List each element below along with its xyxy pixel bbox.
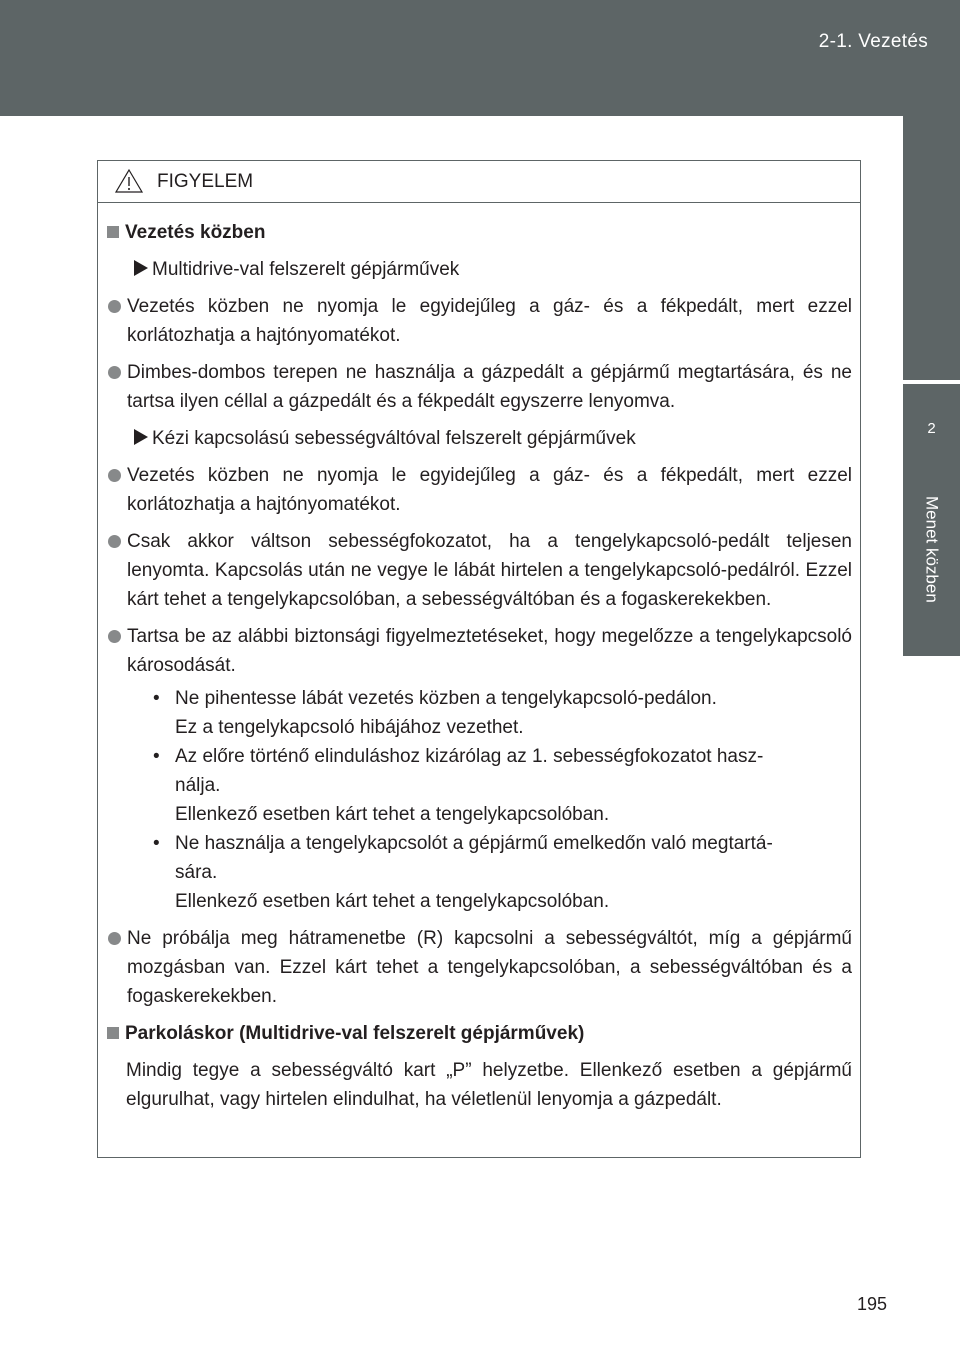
list-item [107, 622, 852, 680]
circle-bullet-icon [108, 630, 121, 643]
warning-triangle-icon [114, 168, 144, 194]
list-item [107, 292, 852, 350]
circle-bullet-icon [108, 535, 121, 548]
square-bullet-icon [107, 1027, 119, 1039]
sub-bullet-line: Ellenkező esetben kárt tehet a tengelykapcsolóban. [175, 891, 610, 912]
section-heading-text: Parkoláskor (Multidrive-val felszerelt gépjárművek) [125, 1023, 585, 1044]
sub-bullet-list [107, 684, 852, 916]
chapter-tab-divider [903, 380, 960, 384]
list-item-text: Ne próbálja meg hátramenetbe (R) kapcsolni a sebességváltót, míg a gépjármű mozgásban van. Ezzel kárt tehet a tengelykapcsolóban, a sebességváltóban és a fogaskerekekben. [127, 928, 852, 1007]
circle-bullet-icon [108, 932, 121, 945]
warning-box [97, 160, 861, 1158]
list-item-text: Csak akkor váltson sebességfokozatot, ha a tengelykapcsoló-pedált teljesen lenyomta. Kapcsolás után ne vegye le lábát hirtelen a tengelykapcsoló-pedálról. Ezzel kárt tehet a tengelykapcsolóban, a sebességváltóban és a fogaskerekekben. [127, 531, 852, 610]
section-title: 2-1. Vezetés [818, 31, 928, 52]
sub-bullet-line: nálja. [175, 775, 221, 796]
warning-header [98, 161, 860, 203]
sub-bullet-text [175, 742, 852, 829]
sub-bullet-line: Ne használja a tengelykapcsolót a gépjármű emelkedőn való megtartá- [175, 833, 773, 854]
list-item-text: Dimbes-dombos terepen ne használja a gázpedált a gépjármű megtartására, és ne tartsa ilyen céllal a gázpedált és a fékpedált egyszerre lenyomva. [127, 362, 852, 412]
section-heading [107, 1019, 852, 1048]
section-paragraph: Mindig tegye a sebességváltó kart „P” helyzetbe. Ellenkező esetben a gépjármű elgurulhat, vagy hirtelen elindulhat, ha véletlenül lenyomja a gázpedált. [126, 1060, 852, 1110]
circle-bullet-icon [108, 366, 121, 379]
sub-bullet-line: Ne pihentesse lábát vezetés közben a tengelykapcsoló-pedálon. [175, 688, 717, 709]
list-item [107, 924, 852, 1011]
section-heading [107, 218, 852, 247]
variant-label-text: Multidrive-val felszerelt gépjárművek [152, 259, 460, 280]
sub-bullet-line: Ellenkező esetben kárt tehet a tengelykapcsolóban. [175, 804, 610, 825]
sub-bullet-item [141, 742, 852, 829]
sub-bullet-mark: • [153, 688, 160, 709]
right-triangle-icon [134, 429, 148, 445]
circle-bullet-icon [108, 469, 121, 482]
section-heading-text: Vezetés közben [125, 222, 266, 243]
sub-bullet-line: Az előre történő elinduláshoz kizárólag az 1. sebességfokozatot hasz- [175, 746, 764, 767]
square-bullet-icon [107, 226, 119, 238]
list-item [107, 358, 852, 416]
sub-bullet-text [175, 829, 852, 916]
sub-bullet-line: sára. [175, 862, 218, 883]
variant-label-text: Kézi kapcsolású sebességváltóval felszerelt gépjárművek [152, 428, 636, 449]
sub-bullet-line: Ez a tengelykapcsoló hibájához vezethet. [175, 717, 524, 738]
list-item [107, 461, 852, 519]
sub-bullet-item [141, 684, 852, 742]
sub-bullet-mark: • [153, 746, 160, 767]
variant-label [107, 424, 852, 453]
sub-bullet-item [141, 829, 852, 916]
chapter-name: Menet közben [922, 496, 942, 603]
list-item-text: Vezetés közben ne nyomja le egyidejűleg a gáz- és a fékpedált, mert ezzel korlátozhatja a hajtónyomatékot. [127, 465, 852, 515]
sub-bullet-mark: • [153, 833, 160, 854]
warning-body [98, 203, 860, 1114]
variant-label [107, 255, 852, 284]
chapter-number: 2 [927, 420, 936, 437]
list-item-text: Tartsa be az alábbi biztonsági figyelmeztetéseket, hogy megelőzze a tengelykapcsoló károsodását. [127, 626, 852, 676]
sub-bullet-text [175, 684, 852, 742]
warning-title: FIGYELEM [157, 171, 254, 192]
list-item-text: Vezetés közben ne nyomja le egyidejűleg a gáz- és a fékpedált, mert ezzel korlátozhatja a hajtónyomatékot. [127, 296, 852, 346]
list-item [107, 527, 852, 614]
right-triangle-icon [134, 260, 148, 276]
page-number: 195 [856, 1294, 887, 1314]
circle-bullet-icon [108, 300, 121, 313]
header-band [0, 0, 960, 116]
